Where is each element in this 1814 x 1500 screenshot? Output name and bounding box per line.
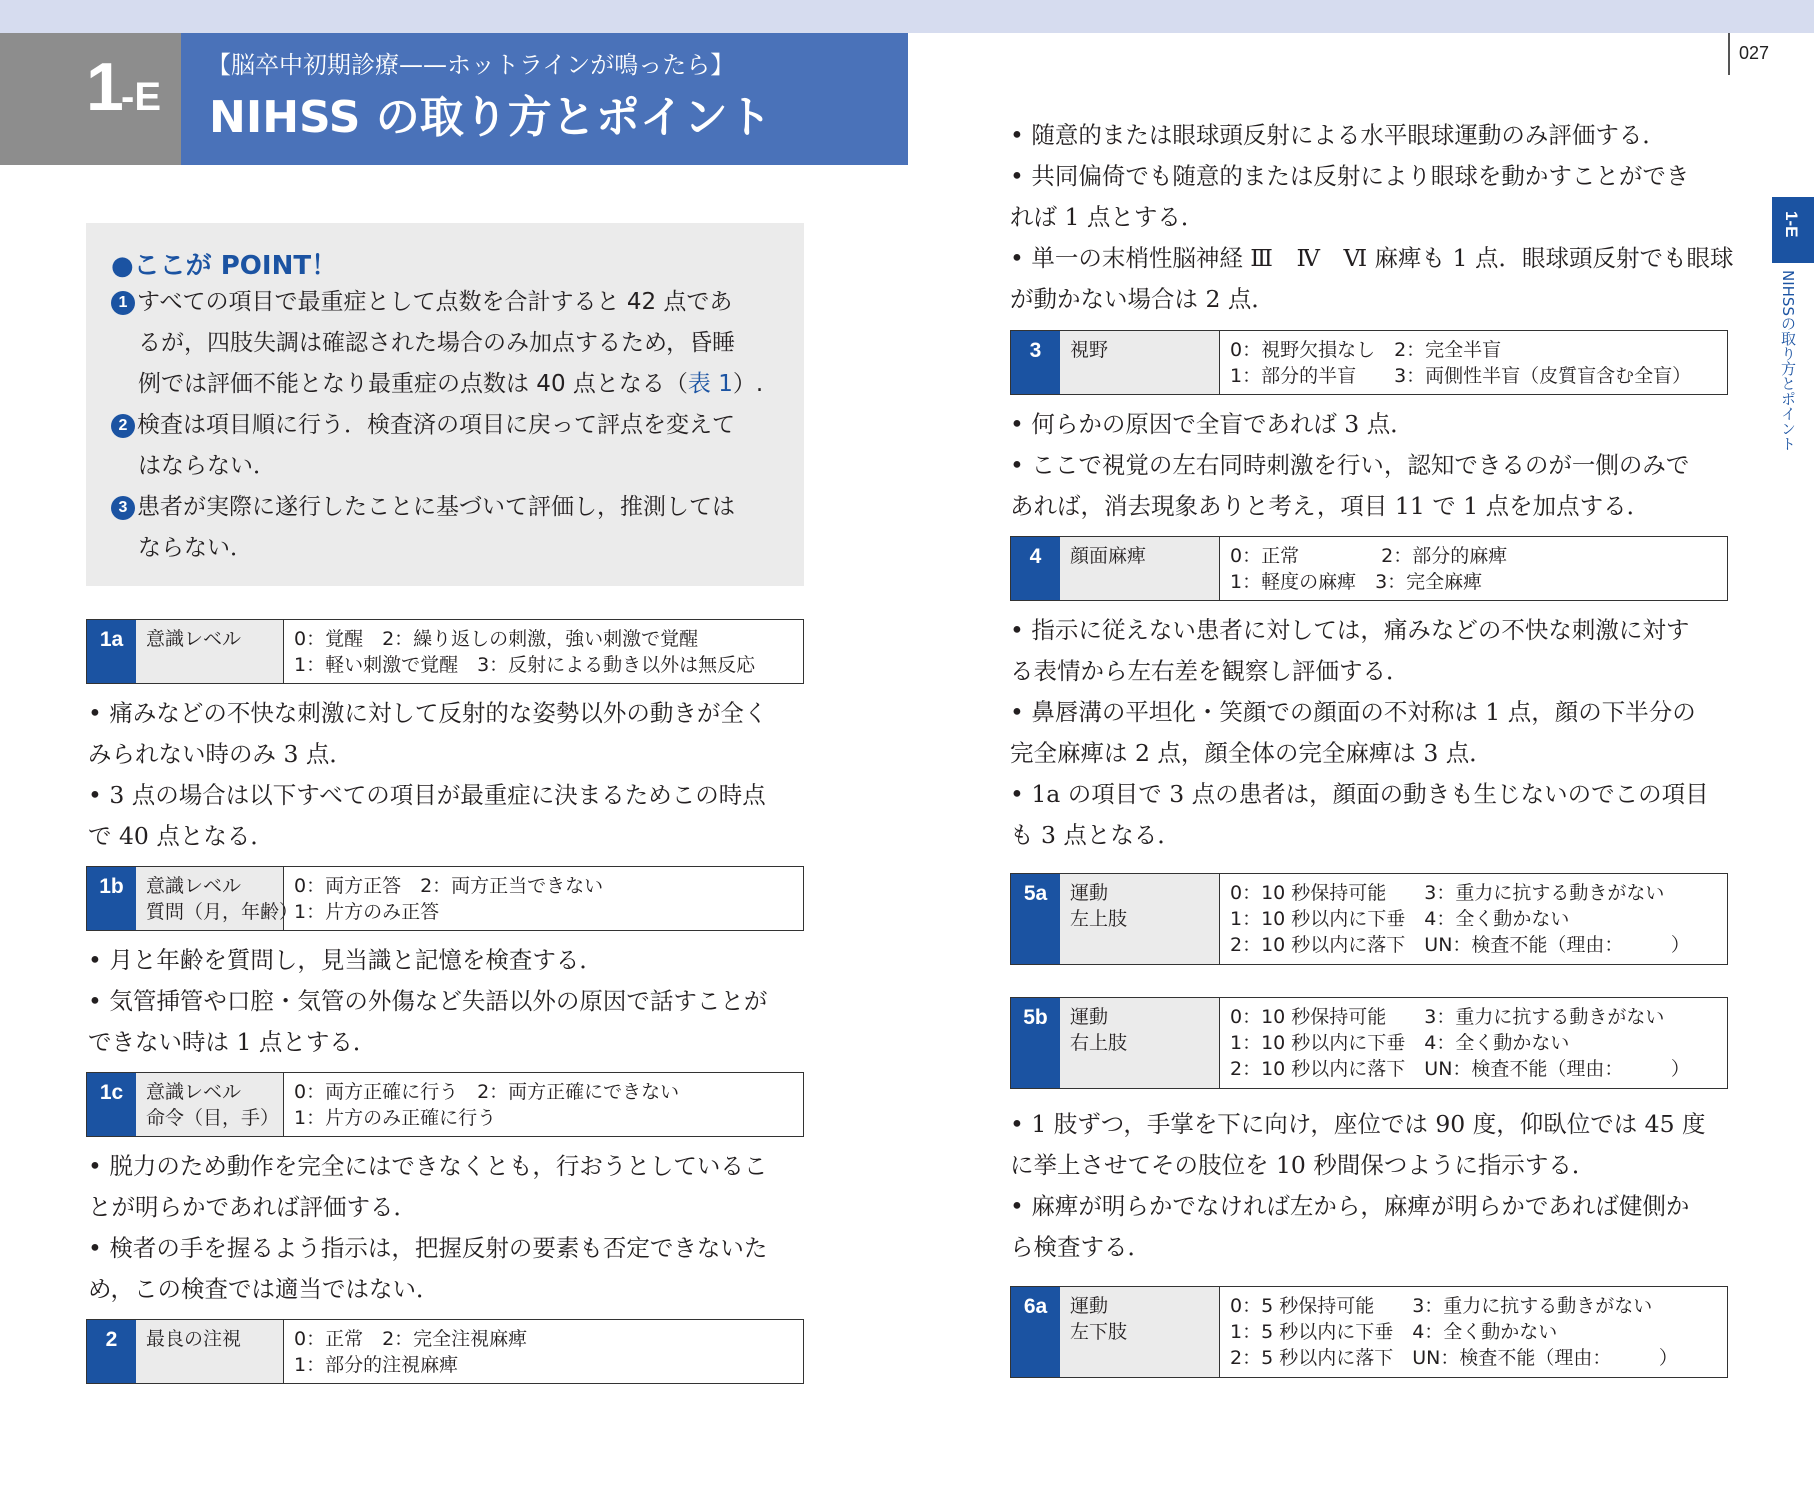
- paragraph-1b: • 月と年齢を質問し，見当識と記憶を検査する． • 気管挿管や口腔・気管の外傷など失語以外の原因で話すことが できない時は 1 点とする．: [88, 946, 768, 1056]
- item-scores: 0：両方正確に行う 2：両方正確にできない 1：片方のみ正確に行う: [283, 1073, 679, 1136]
- paragraph-4: • 指示に従えない患者に対しては，痛みなどの不快な刺激に対す る表情から左右差を観察し評価する． • 鼻唇溝の平坦化・笑顔での顔面の不対称は 1 点，顔の下半分の 完全麻痺は 2 点，顔全体の完全麻痺は 3 点． • 1a の項目で 3 点の患者は，顔面の動きも生じないのでこの項目 も 3 点となる．: [1010, 616, 1709, 849]
- chapter-suffix: -E: [121, 75, 161, 119]
- point-item-3: 3 患者が実際に遂行したことに基づいて評価し，推測しては ならない．: [111, 487, 791, 569]
- score-table-6a: [1010, 1286, 1728, 1378]
- paragraph-1c: • 脱力のため動作を完全にはできなくとも，行おうとしているこ とが明らかであれば評価する． • 検者の手を握るよう指示は，把握反射の要素も否定できないた め，この検査では適当ではない．: [88, 1152, 768, 1303]
- score-table-1a: [86, 619, 804, 684]
- item-label: 意識レベル 命令（目，手）: [136, 1073, 283, 1136]
- item-code: 2: [87, 1320, 136, 1383]
- paragraph-2: • 随意的または眼球頭反射による水平眼球運動のみ評価する． • 共同偏倚でも随意的または反射により眼球を動かすことができ れば 1 点とする． • 単一の末梢性脳神経 Ⅲ Ⅳ Ⅵ 麻痺も 1 点．眼球頭反射でも眼球 が動かない場合は 2 点．: [1010, 121, 1734, 313]
- table-reference-link[interactable]: 表 1: [687, 371, 733, 397]
- number-2-icon: 2: [111, 414, 135, 438]
- paragraph-1a: • 痛みなどの不快な刺激に対して反射的な姿勢以外の動きが全く みられない時のみ 3 点． • 3 点の場合は以下すべての項目が最重症に決まるためこの時点 で 40 点となる．: [88, 699, 768, 850]
- point-title: ●ここが POINT！: [111, 251, 338, 281]
- paragraph-3: • 何らかの原因で全盲であれば 3 点． • ここで視覚の左右同時刺激を行い，認知できるのが一側のみで あれば，消去現象ありと考え，項目 11 で 1 点を加点する．: [1010, 410, 1690, 520]
- item-scores: 0：10 秒保持可能 3：重力に抗する動きがない 1：10 秒以内に下垂 4：全く動かない 2：10 秒以内に落下 UN：検査不能（理由： ）: [1219, 874, 1690, 964]
- item-scores: 0：覚醒 2：繰り返しの刺激，強い刺激で覚醒 1：軽い刺激で覚醒 3：反射による動き以外は無反応: [283, 620, 755, 683]
- item-label: 運動 左下肢: [1060, 1287, 1219, 1377]
- chapter-number: 1: [86, 49, 124, 125]
- item-label: 視野: [1060, 331, 1219, 394]
- item-scores: 0：正常 2：完全注視麻痺 1：部分的注視麻痺: [283, 1320, 527, 1383]
- chapter-title: NIHSS の取り方とポイント: [209, 92, 772, 143]
- item-label: 意識レベル: [136, 620, 283, 683]
- point-box: [86, 223, 804, 586]
- score-table-1c: [86, 1072, 804, 1137]
- score-table-4: [1010, 536, 1728, 601]
- point-item-1: 1 すべての項目で最重症として点数を合計すると 42 点であ るが，四肢失調は確認された場合のみ加点するため，昏睡 例では評価不能となり最重症の点数は 40 点となる（表 1）.: [111, 282, 791, 405]
- chapter-number-block: [0, 33, 181, 165]
- score-table-2: [86, 1319, 804, 1384]
- side-tab-label: 1-E: [1782, 211, 1801, 238]
- item-code: 1a: [87, 620, 136, 683]
- number-1-icon: 1: [111, 291, 135, 315]
- chapter-subtitle: 【脳卒中初期診療——ホットラインが鳴ったら】: [207, 51, 735, 79]
- item-scores: 0：両方正答 2：両方正当できない 1：片方のみ正答: [283, 867, 603, 930]
- paragraph-5: • 1 肢ずつ，手掌を下に向け，座位では 90 度，仰臥位では 45 度 に挙上させてその肢位を 10 秒間保つように指示する． • 麻痺が明らかでなければ左から，麻痺が明らかであれば健側か ら検査する．: [1010, 1110, 1706, 1261]
- item-code: 5a: [1011, 874, 1060, 964]
- score-table-5a: [1010, 873, 1728, 965]
- item-label: 運動 左上肢: [1060, 874, 1219, 964]
- item-label: 運動 右上肢: [1060, 998, 1219, 1088]
- item-scores: 0：正常 2：部分的麻痺 1：軽度の麻痺 3：完全麻痺: [1219, 537, 1507, 600]
- side-tab-text: NIHSSの取り方とポイント: [1779, 270, 1797, 451]
- score-table-5b: [1010, 997, 1728, 1089]
- page-number: 027: [1728, 33, 1814, 75]
- score-table-3: [1010, 330, 1728, 395]
- number-3-icon: 3: [111, 496, 135, 520]
- item-label: 意識レベル 質問（月，年齢）: [136, 867, 283, 930]
- item-code: 1c: [87, 1073, 136, 1136]
- item-code: 1b: [87, 867, 136, 930]
- score-table-1b: [86, 866, 804, 931]
- item-code: 6a: [1011, 1287, 1060, 1377]
- item-scores: 0：5 秒保持可能 3：重力に抗する動きがない 1：5 秒以内に下垂 4：全く動かない 2：5 秒以内に落下 UN：検査不能（理由： ）: [1219, 1287, 1678, 1377]
- top-band: [0, 0, 1814, 33]
- point-item-2: 2 検査は項目順に行う．検査済の項目に戻って評点を変えて はならない．: [111, 405, 791, 487]
- item-scores: 0：視野欠損なし 2：完全半盲 1：部分的半盲 3：両側性半盲（皮質盲含む全盲）: [1219, 331, 1691, 394]
- item-label: 顔面麻痺: [1060, 537, 1219, 600]
- chapter-title-block: [181, 33, 908, 165]
- item-code: 5b: [1011, 998, 1060, 1088]
- side-tab: [1772, 197, 1814, 263]
- item-code: 4: [1011, 537, 1060, 600]
- item-code: 3: [1011, 331, 1060, 394]
- item-label: 最良の注視: [136, 1320, 283, 1383]
- item-scores: 0：10 秒保持可能 3：重力に抗する動きがない 1：10 秒以内に下垂 4：全く動かない 2：10 秒以内に落下 UN：検査不能（理由： ）: [1219, 998, 1690, 1088]
